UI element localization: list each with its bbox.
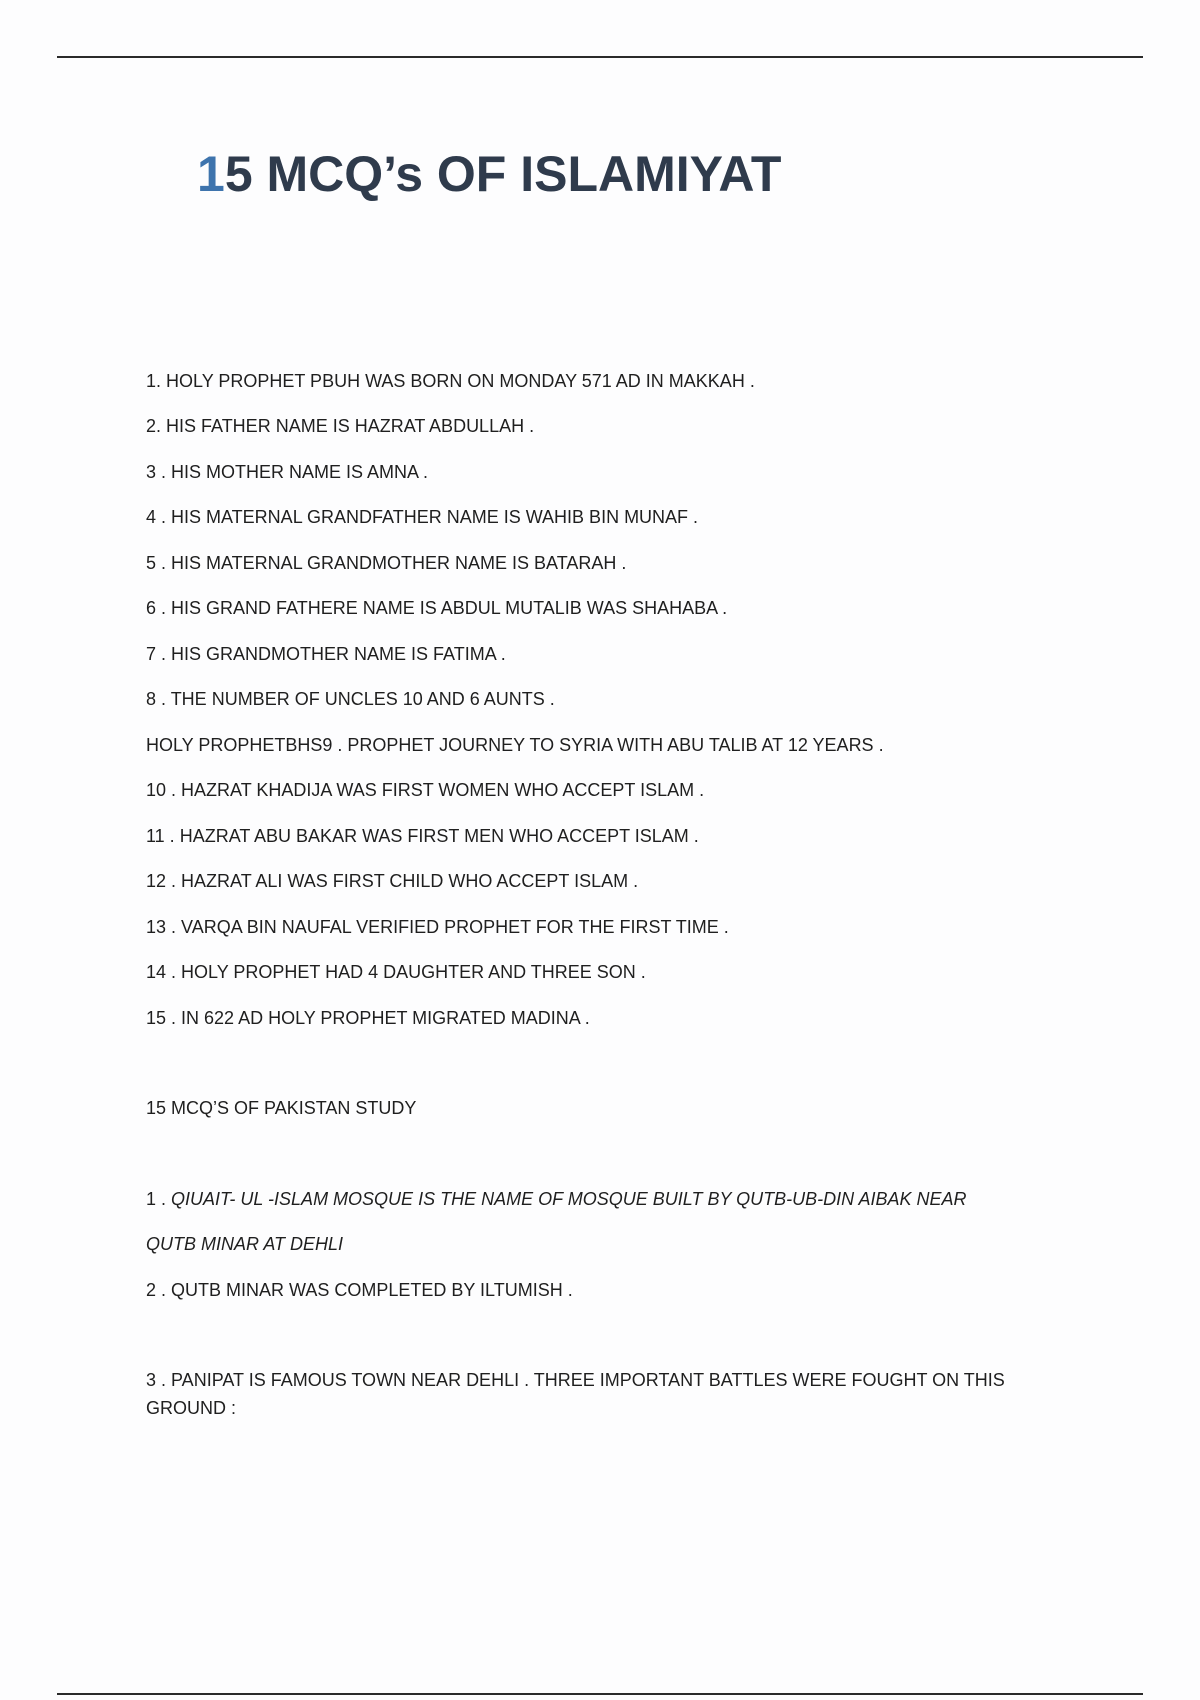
islamiyat-item-13: 13 . VARQA BIN NAUFAL VERIFIED PROPHET FOR THE FIRST TIME . <box>146 917 729 937</box>
document-title <box>197 145 781 203</box>
pakistan-study-heading: 15 MCQ’S OF PAKISTAN STUDY <box>146 1098 417 1118</box>
pakistan-item-1 <box>146 1188 1066 1210</box>
islamiyat-item-2: 2. HIS FATHER NAME IS HAZRAT ABDULLAH . <box>146 416 535 436</box>
pakistan-item-3: 3 . PANIPAT IS FAMOUS TOWN NEAR DEHLI . THREE IMPORTANT BATTLES WERE FOUGHT ON THIS GROUND : <box>146 1370 1005 1418</box>
islamiyat-item-10: 10 . HAZRAT KHADIJA WAS FIRST WOMEN WHO ACCEPT ISLAM . <box>146 780 705 800</box>
islamiyat-item-7: 7 . HIS GRANDMOTHER NAME IS FATIMA . <box>146 644 506 664</box>
pakistan-item-2: 2 . QUTB MINAR WAS COMPLETED BY ILTUMISH . <box>146 1280 573 1300</box>
islamiyat-item-6: 6 . HIS GRAND FATHERE NAME IS ABDUL MUTALIB WAS SHAHABA . <box>146 598 728 618</box>
title-accent: 1 <box>197 146 225 202</box>
top-rule <box>57 56 1143 58</box>
islamiyat-item-11: 11 . HAZRAT ABU BAKAR WAS FIRST MEN WHO ACCEPT ISLAM . <box>146 826 699 846</box>
title-text: 5 MCQ’s OF ISLAMIYAT <box>224 146 782 202</box>
bottom-rule <box>57 1693 1143 1695</box>
islamiyat-item-5: 5 . HIS MATERNAL GRANDMOTHER NAME IS BATARAH . <box>146 553 627 573</box>
pakistan-item-1-text: QIUAIT- UL -ISLAM MOSQUE IS THE NAME OF MOSQUE BUILT BY QUTB-UB-DIN AIBAK NEAR <box>171 1189 967 1209</box>
islamiyat-item-3: 3 . HIS MOTHER NAME IS AMNA . <box>146 462 429 482</box>
pakistan-item-1-number: 1 . <box>146 1189 172 1209</box>
islamiyat-item-14: 14 . HOLY PROPHET HAD 4 DAUGHTER AND THREE SON . <box>146 962 646 982</box>
islamiyat-item-12: 12 . HAZRAT ALI WAS FIRST CHILD WHO ACCEPT ISLAM . <box>146 871 639 891</box>
islamiyat-item-1: 1. HOLY PROPHET PBUH WAS BORN ON MONDAY 571 AD IN MAKKAH . <box>146 371 755 391</box>
islamiyat-item-8: 8 . THE NUMBER OF UNCLES 10 AND 6 AUNTS . <box>146 689 555 709</box>
islamiyat-item-9: HOLY PROPHETBHS9 . PROPHET JOURNEY TO SYRIA WITH ABU TALIB AT 12 YEARS . <box>146 735 884 755</box>
pakistan-item-1-continued: QUTB MINAR AT DEHLI <box>146 1234 344 1254</box>
islamiyat-item-4: 4 . HIS MATERNAL GRANDFATHER NAME IS WAHIB BIN MUNAF . <box>146 507 699 527</box>
islamiyat-item-15: 15 . IN 622 AD HOLY PROPHET MIGRATED MADINA . <box>146 1008 590 1028</box>
